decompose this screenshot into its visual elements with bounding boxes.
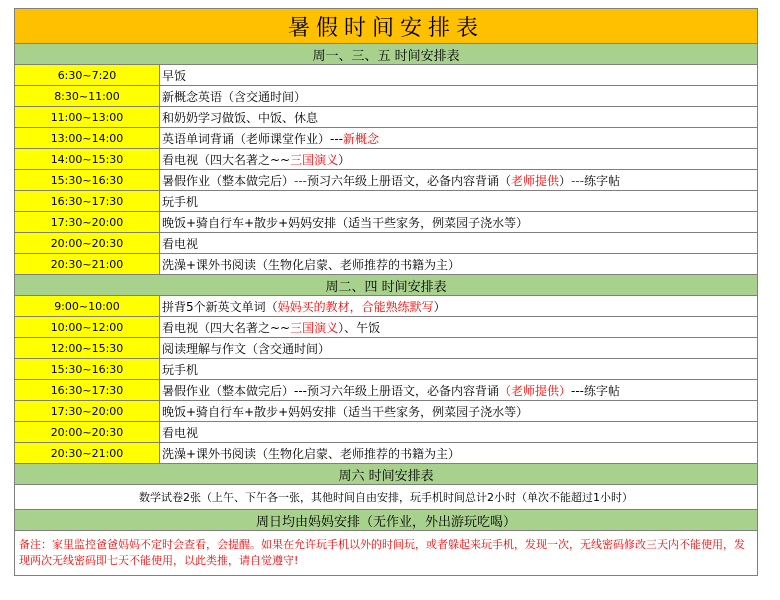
activity-highlight: --- <box>294 173 308 188</box>
activity <box>160 359 758 380</box>
time-slot: 16:30~17:30 <box>15 191 160 212</box>
activity-highlight: 三国演义 <box>290 152 339 167</box>
time-slot: 10:00~12:00 <box>15 317 160 338</box>
activity-text: 洗澡+课外书阅读（生物化启蒙、老师推荐的书籍为主） <box>162 446 461 461</box>
section-heading-weekday-135: 周一、三、五 时间安排表 <box>15 44 758 65</box>
activity <box>160 86 758 107</box>
section-heading-sunday: 周日均由妈妈安排（无作业，外出游玩吃喝） <box>15 510 758 531</box>
table-row <box>15 443 758 464</box>
table-row <box>15 212 758 233</box>
time-slot: 20:00~20:30 <box>15 233 160 254</box>
section-heading-sunday-row <box>15 510 758 531</box>
time-slot: 16:30~17:30 <box>15 380 160 401</box>
title-row <box>15 9 758 44</box>
table-row <box>15 65 758 86</box>
activity <box>160 233 758 254</box>
activity <box>160 296 758 317</box>
time-slot: 20:00~20:30 <box>15 422 160 443</box>
activity <box>160 149 758 170</box>
activity <box>160 254 758 275</box>
table-row <box>15 317 758 338</box>
activity-text: 玩手机 <box>162 194 199 209</box>
activity-highlight: --- <box>571 173 585 188</box>
activity-highlight: 妈妈买的教材，合能熟练默写 <box>277 299 434 314</box>
time-slot: 20:30~21:00 <box>15 443 160 464</box>
activity <box>160 128 758 149</box>
table-row <box>15 128 758 149</box>
table-row <box>15 107 758 128</box>
activity-text: ） <box>559 173 572 188</box>
time-slot: 17:30~20:00 <box>15 401 160 422</box>
schedule-table <box>14 8 758 576</box>
activity <box>160 443 758 464</box>
activity-text: 暑假作业（整本做完后） <box>162 173 295 188</box>
time-slot: 11:00~13:00 <box>15 107 160 128</box>
table-row <box>15 359 758 380</box>
activity-text: 预习六年级上册语文，必备内容背诵（ <box>307 173 512 188</box>
activity-text: 早饭 <box>162 68 187 83</box>
activity-text: 晚饭+骑自行车+散步+妈妈安排（适当干些家务，例菜园子浇水等） <box>162 404 529 419</box>
time-slot: 17:30~20:00 <box>15 212 160 233</box>
activity-text: 暑假作业（整本做完后）---预习六年级上册语文，必备内容背诵 <box>162 383 499 398</box>
activity-highlight: 新概念 <box>343 131 380 146</box>
section-row-weekday-135 <box>15 44 758 65</box>
schedule-body <box>15 9 758 576</box>
activity-text: 练字帖 <box>584 173 621 188</box>
table-row <box>15 86 758 107</box>
activity <box>160 401 758 422</box>
activity-highlight: 三国演义 <box>290 320 339 335</box>
activity-text: ---练字帖 <box>571 383 621 398</box>
activity-text: ） <box>433 299 446 314</box>
table-row <box>15 296 758 317</box>
table-row <box>15 401 758 422</box>
activity <box>160 191 758 212</box>
activity <box>160 212 758 233</box>
time-slot: 15:30~16:30 <box>15 170 160 191</box>
section-heading-weekday-24: 周二、四 时间安排表 <box>15 275 758 296</box>
activity <box>160 422 758 443</box>
table-row <box>15 149 758 170</box>
activity-highlight: （老师提供） <box>499 383 572 398</box>
activity-text: 阅读理解与作文（含交通时间） <box>162 341 331 356</box>
activity-text: 洗澡+课外书阅读（生物化启蒙、老师推荐的书籍为主） <box>162 257 461 272</box>
time-slot: 8:30~11:00 <box>15 86 160 107</box>
time-slot: 9:00~10:00 <box>15 296 160 317</box>
time-slot: 13:00~14:00 <box>15 128 160 149</box>
activity-text: 晚饭+骑自行车+散步+妈妈安排（适当干些家务，例菜园子浇水等） <box>162 215 529 230</box>
activity <box>160 170 758 191</box>
remark-note: 备注：家里监控爸爸妈妈不定时会查看，会提醒。如果在允许玩手机以外的时间玩，或者躲起来玩手机，发现一次，无线密码修改三天内不能使用，发现两次无线密码即七天不能使用，以此类推，请自觉遵守! <box>15 531 758 576</box>
saturday-plan-row <box>15 485 758 510</box>
activity-text: 玩手机 <box>162 362 199 377</box>
time-slot: 20:30~21:00 <box>15 254 160 275</box>
table-row <box>15 380 758 401</box>
table-row <box>15 233 758 254</box>
page-title: 暑假时间安排表 <box>15 9 758 44</box>
activity <box>160 338 758 359</box>
schedule-sheet <box>14 8 757 576</box>
activity-text: ）、午饭 <box>338 320 381 335</box>
activity-text: 看电视 <box>162 236 199 251</box>
activity-text: 拼背5个新英文单词（ <box>162 299 278 314</box>
section-heading-saturday: 周六 时间安排表 <box>15 464 758 485</box>
activity-highlight: 老师提供 <box>511 173 560 188</box>
activity <box>160 317 758 338</box>
activity <box>160 65 758 86</box>
time-slot: 15:30~16:30 <box>15 359 160 380</box>
section-heading-saturday-row <box>15 464 758 485</box>
table-row <box>15 191 758 212</box>
section-heading-weekday-24-row <box>15 275 758 296</box>
activity <box>160 107 758 128</box>
saturday-plan: 数学试卷2张（上午、下午各一张，其他时间自由安排，玩手机时间总计2小时（单次不能超过1小时） <box>15 485 758 510</box>
time-slot: 12:00~15:30 <box>15 338 160 359</box>
table-row <box>15 170 758 191</box>
time-slot: 6:30~7:20 <box>15 65 160 86</box>
activity-text: 和奶奶学习做饭、中饭、休息 <box>162 110 319 125</box>
table-row <box>15 338 758 359</box>
remark-note-row <box>15 531 758 576</box>
activity-text: 看电视 <box>162 425 199 440</box>
time-slot: 14:00~15:30 <box>15 149 160 170</box>
table-row <box>15 254 758 275</box>
activity-text: 看电视（四大名著之~~ <box>162 152 291 167</box>
activity-text: ） <box>338 152 351 167</box>
activity <box>160 380 758 401</box>
activity-text: 英语单词背诵（老师课堂作业）--- <box>162 131 343 146</box>
table-row <box>15 422 758 443</box>
activity-text: 看电视（四大名著之~~ <box>162 320 291 335</box>
activity-text: 新概念英语（含交通时间） <box>162 89 307 104</box>
